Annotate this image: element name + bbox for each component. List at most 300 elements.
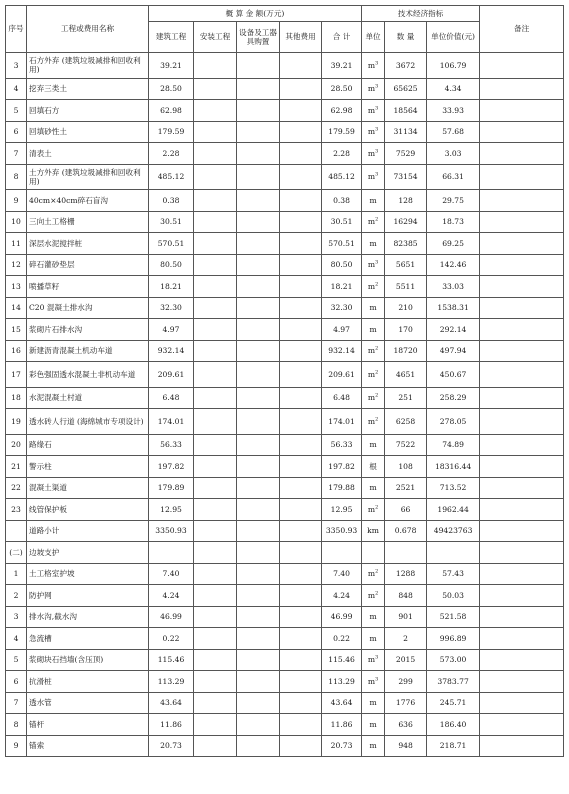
row-unit-price: 69.25: [427, 233, 480, 255]
row-unit-price: 66.31: [427, 164, 480, 190]
row-unit-price: 142.46: [427, 254, 480, 276]
row-remark: [480, 714, 564, 736]
row-qty: 73154: [385, 164, 427, 190]
unit-superscript: 3: [375, 676, 379, 683]
row-total: 0.38: [322, 190, 362, 212]
row-unit-price: 186.40: [427, 714, 480, 736]
header-unit: 单位: [362, 22, 385, 53]
row-equipment: [237, 254, 280, 276]
row-install: [194, 100, 237, 122]
row-other: [280, 387, 322, 409]
row-qty: 31134: [385, 121, 427, 143]
row-qty: 948: [385, 735, 427, 757]
header-total: 合 计: [322, 22, 362, 53]
row-equipment: [237, 319, 280, 341]
row-other: [280, 520, 322, 542]
row-install: [194, 362, 237, 388]
row-equipment: [237, 190, 280, 212]
row-unit: $m^2$: [362, 276, 385, 298]
row-seq: 21: [6, 456, 27, 478]
row-seq: 23: [6, 499, 27, 521]
row-other: [280, 319, 322, 341]
row-total: 80.50: [322, 254, 362, 276]
row-seq: 4: [6, 78, 27, 100]
row-unit: km: [362, 520, 385, 542]
row-unit-price: 3783.77: [427, 671, 480, 693]
row-unit-price: 713.52: [427, 477, 480, 499]
row-install: [194, 164, 237, 190]
row-install: [194, 563, 237, 585]
row-total: 4.97: [322, 319, 362, 341]
row-building: 179.59: [149, 121, 194, 143]
row-name: 碎石灌砂垫层: [27, 254, 149, 276]
row-install: [194, 649, 237, 671]
row-qty: 18564: [385, 100, 427, 122]
row-install: [194, 340, 237, 362]
row-install: [194, 211, 237, 233]
unit-superscript: 2: [375, 392, 379, 399]
row-name: 透水砖人行道 (海绵城市专项设计): [27, 409, 149, 435]
table-row: [6, 319, 564, 341]
row-total: 62.98: [322, 100, 362, 122]
row-equipment: [237, 585, 280, 607]
row-seq: 1: [6, 563, 27, 585]
row-remark: [480, 520, 564, 542]
row-name: 新建沥青混凝土机动车道: [27, 340, 149, 362]
row-other: [280, 254, 322, 276]
row-other: [280, 542, 322, 564]
row-other: [280, 53, 322, 79]
table-row: [6, 78, 564, 100]
row-total: 932.14: [322, 340, 362, 362]
row-total: 2.28: [322, 143, 362, 165]
row-install: [194, 121, 237, 143]
row-qty: 5651: [385, 254, 427, 276]
row-equipment: [237, 735, 280, 757]
row-building: 7.40: [149, 563, 194, 585]
row-equipment: [237, 233, 280, 255]
row-remark: [480, 297, 564, 319]
table-row: [6, 297, 564, 319]
row-unit: m: [362, 434, 385, 456]
row-building: [149, 542, 194, 564]
row-other: [280, 649, 322, 671]
row-remark: [480, 164, 564, 190]
row-remark: [480, 190, 564, 212]
row-seq: (二): [6, 542, 27, 564]
row-unit-price: 57.43: [427, 563, 480, 585]
table-row: [6, 606, 564, 628]
row-name: 混凝土渠道: [27, 477, 149, 499]
row-total: 4.24: [322, 585, 362, 607]
row-equipment: [237, 211, 280, 233]
row-install: [194, 520, 237, 542]
header-equipment: 设备及工器具购置: [237, 22, 280, 53]
row-building: 932.14: [149, 340, 194, 362]
row-other: [280, 671, 322, 693]
row-remark: [480, 499, 564, 521]
row-qty: 299: [385, 671, 427, 693]
row-qty: 170: [385, 319, 427, 341]
row-seq: 18: [6, 387, 27, 409]
row-seq: 11: [6, 233, 27, 255]
header-seq: 序号: [6, 6, 27, 53]
row-unit-price: 521.58: [427, 606, 480, 628]
row-building: 20.73: [149, 735, 194, 757]
unit-superscript: 3: [375, 259, 379, 266]
row-building: 113.29: [149, 671, 194, 693]
header-unit-price: 单位价值(元): [427, 22, 480, 53]
row-qty: 636: [385, 714, 427, 736]
row-name: 浆砌块石挡墙(含压顶): [27, 649, 149, 671]
row-equipment: [237, 340, 280, 362]
row-other: [280, 477, 322, 499]
row-unit: $m^3$: [362, 143, 385, 165]
row-qty: 1776: [385, 692, 427, 714]
row-qty: 3672: [385, 53, 427, 79]
table-row: [6, 100, 564, 122]
unit-superscript: 3: [375, 171, 379, 178]
row-install: [194, 409, 237, 435]
row-other: [280, 714, 322, 736]
table-row: [6, 233, 564, 255]
row-other: [280, 121, 322, 143]
header-budget-group: 概 算 金 额(万元): [149, 6, 362, 22]
row-name: 石方外弃 (建筑垃圾减排和回收利用): [27, 53, 149, 79]
row-qty: 82385: [385, 233, 427, 255]
row-other: [280, 409, 322, 435]
row-unit: $m^3$: [362, 254, 385, 276]
row-equipment: [237, 362, 280, 388]
unit-superscript: 2: [375, 216, 379, 223]
row-equipment: [237, 387, 280, 409]
row-unit: m: [362, 190, 385, 212]
row-total: 56.33: [322, 434, 362, 456]
row-install: [194, 585, 237, 607]
row-install: [194, 499, 237, 521]
row-unit: m: [362, 297, 385, 319]
header-name: 工程或费用名称: [27, 6, 149, 53]
table-row: [6, 53, 564, 79]
row-unit-price: 245.71: [427, 692, 480, 714]
row-unit-price: 33.93: [427, 100, 480, 122]
row-name: 40cm×40cm碎石盲沟: [27, 190, 149, 212]
row-name: 道路小计: [27, 520, 149, 542]
row-name: C20 混凝土排水沟: [27, 297, 149, 319]
row-remark: [480, 735, 564, 757]
row-total: 32.30: [322, 297, 362, 319]
row-remark: [480, 362, 564, 388]
row-remark: [480, 100, 564, 122]
row-seq: 7: [6, 143, 27, 165]
row-other: [280, 456, 322, 478]
row-name: 深层水泥搅拌桩: [27, 233, 149, 255]
row-equipment: [237, 78, 280, 100]
row-unit: m: [362, 606, 385, 628]
row-equipment: [237, 499, 280, 521]
row-seq: 16: [6, 340, 27, 362]
table-row: [6, 585, 564, 607]
table-row: [6, 671, 564, 693]
row-seq: 8: [6, 164, 27, 190]
unit-superscript: 2: [375, 369, 379, 376]
header-qty: 数 量: [385, 22, 427, 53]
row-total: 6.48: [322, 387, 362, 409]
row-seq: 3: [6, 606, 27, 628]
row-other: [280, 434, 322, 456]
row-remark: [480, 78, 564, 100]
row-total: 197.82: [322, 456, 362, 478]
row-unit: $m^3$: [362, 671, 385, 693]
table-row: [6, 211, 564, 233]
row-name: 彩色强固透水混凝土非机动车道: [27, 362, 149, 388]
row-name: 排水沟,截水沟: [27, 606, 149, 628]
row-building: 209.61: [149, 362, 194, 388]
row-seq: 5: [6, 100, 27, 122]
row-qty: 1288: [385, 563, 427, 585]
row-building: 2.28: [149, 143, 194, 165]
row-install: [194, 456, 237, 478]
row-building: 43.64: [149, 692, 194, 714]
row-seq: 3: [6, 53, 27, 79]
row-install: [194, 714, 237, 736]
row-equipment: [237, 121, 280, 143]
row-equipment: [237, 100, 280, 122]
row-remark: [480, 606, 564, 628]
row-building: 30.51: [149, 211, 194, 233]
row-unit-price: 49423763: [427, 520, 480, 542]
row-other: [280, 499, 322, 521]
row-building: 11.86: [149, 714, 194, 736]
row-total: 179.59: [322, 121, 362, 143]
row-building: 32.30: [149, 297, 194, 319]
row-unit: m: [362, 714, 385, 736]
row-remark: [480, 628, 564, 650]
row-install: [194, 78, 237, 100]
unit-superscript: 3: [375, 60, 379, 67]
table-row: [6, 520, 564, 542]
row-qty: 6258: [385, 409, 427, 435]
row-total: 0.22: [322, 628, 362, 650]
row-unit-price: 1538.31: [427, 297, 480, 319]
row-other: [280, 211, 322, 233]
row-remark: [480, 649, 564, 671]
row-unit-price: 573.00: [427, 649, 480, 671]
row-name: 路缘石: [27, 434, 149, 456]
unit-superscript: 2: [375, 416, 379, 423]
row-total: 12.95: [322, 499, 362, 521]
row-seq: 9: [6, 190, 27, 212]
row-seq: 7: [6, 692, 27, 714]
row-install: [194, 606, 237, 628]
row-seq: 12: [6, 254, 27, 276]
row-total: 570.51: [322, 233, 362, 255]
row-unit: $m^3$: [362, 649, 385, 671]
row-equipment: [237, 606, 280, 628]
row-building: 174.01: [149, 409, 194, 435]
row-unit-price: 497.94: [427, 340, 480, 362]
row-unit-price: 106.79: [427, 53, 480, 79]
row-building: 197.82: [149, 456, 194, 478]
table-row: [6, 628, 564, 650]
row-equipment: [237, 649, 280, 671]
unit-superscript: 2: [375, 281, 379, 288]
row-equipment: [237, 143, 280, 165]
table-row: [6, 254, 564, 276]
row-name: 线管保护板: [27, 499, 149, 521]
table-row: [6, 563, 564, 585]
row-unit: m: [362, 628, 385, 650]
row-name: 锚索: [27, 735, 149, 757]
row-install: [194, 387, 237, 409]
row-qty: 65625: [385, 78, 427, 100]
row-name: 回填石方: [27, 100, 149, 122]
row-unit: $m^2$: [362, 211, 385, 233]
row-unit: m: [362, 692, 385, 714]
row-install: [194, 233, 237, 255]
row-building: 62.98: [149, 100, 194, 122]
row-name: 清表土: [27, 143, 149, 165]
row-qty: 108: [385, 456, 427, 478]
row-building: 4.24: [149, 585, 194, 607]
row-equipment: [237, 409, 280, 435]
unit-superscript: 3: [375, 126, 379, 133]
row-building: 80.50: [149, 254, 194, 276]
row-qty: 210: [385, 297, 427, 319]
row-other: [280, 276, 322, 298]
row-unit-price: 996.89: [427, 628, 480, 650]
row-unit: [362, 542, 385, 564]
header-building: 建筑工程: [149, 22, 194, 53]
row-remark: [480, 319, 564, 341]
row-unit: $m^3$: [362, 78, 385, 100]
row-total: 11.86: [322, 714, 362, 736]
row-unit: $m^2$: [362, 387, 385, 409]
row-total: 20.73: [322, 735, 362, 757]
budget-estimate-table: [5, 5, 564, 757]
row-unit: $m^2$: [362, 409, 385, 435]
row-unit-price: 4.34: [427, 78, 480, 100]
row-other: [280, 735, 322, 757]
row-other: [280, 233, 322, 255]
row-unit-price: 33.03: [427, 276, 480, 298]
table-row: [6, 164, 564, 190]
row-building: 4.97: [149, 319, 194, 341]
row-equipment: [237, 434, 280, 456]
row-unit-price: 218.71: [427, 735, 480, 757]
table-row: [6, 143, 564, 165]
row-remark: [480, 477, 564, 499]
row-total: 30.51: [322, 211, 362, 233]
row-unit: $m^2$: [362, 585, 385, 607]
row-qty: 18720: [385, 340, 427, 362]
row-unit-price: 278.05: [427, 409, 480, 435]
row-qty: 7522: [385, 434, 427, 456]
table-row: [6, 121, 564, 143]
row-remark: [480, 434, 564, 456]
row-qty: 7529: [385, 143, 427, 165]
row-unit-price: 74.89: [427, 434, 480, 456]
row-unit: m: [362, 319, 385, 341]
row-unit: $m^2$: [362, 340, 385, 362]
row-other: [280, 190, 322, 212]
unit-superscript: 3: [375, 83, 379, 90]
row-seq: 6: [6, 121, 27, 143]
row-building: 12.95: [149, 499, 194, 521]
row-unit: $m^2$: [362, 499, 385, 521]
row-equipment: [237, 297, 280, 319]
row-building: 485.12: [149, 164, 194, 190]
row-unit-price: [427, 542, 480, 564]
row-other: [280, 164, 322, 190]
row-install: [194, 735, 237, 757]
row-building: 39.21: [149, 53, 194, 79]
row-install: [194, 628, 237, 650]
row-unit-price: 3.03: [427, 143, 480, 165]
row-building: 115.46: [149, 649, 194, 671]
row-name: 土工格室护坡: [27, 563, 149, 585]
row-total: 179.88: [322, 477, 362, 499]
row-install: [194, 254, 237, 276]
table-row: [6, 499, 564, 521]
unit-superscript: 3: [375, 105, 379, 112]
table-row: [6, 434, 564, 456]
row-qty: 2015: [385, 649, 427, 671]
row-other: [280, 78, 322, 100]
row-equipment: [237, 671, 280, 693]
row-qty: 848: [385, 585, 427, 607]
row-building: 56.33: [149, 434, 194, 456]
row-remark: [480, 340, 564, 362]
row-unit: $m^2$: [362, 362, 385, 388]
row-unit: $m^2$: [362, 563, 385, 585]
row-other: [280, 297, 322, 319]
row-total: 115.46: [322, 649, 362, 671]
row-unit: m: [362, 735, 385, 757]
row-equipment: [237, 53, 280, 79]
header-install: 安装工程: [194, 22, 237, 53]
table-row: [6, 649, 564, 671]
row-qty: 5511: [385, 276, 427, 298]
row-building: 28.50: [149, 78, 194, 100]
table-row: [6, 456, 564, 478]
row-unit-price: 57.68: [427, 121, 480, 143]
row-remark: [480, 563, 564, 585]
row-unit: 根: [362, 456, 385, 478]
row-unit-price: 29.75: [427, 190, 480, 212]
row-name: 防护网: [27, 585, 149, 607]
row-remark: [480, 585, 564, 607]
row-total: 209.61: [322, 362, 362, 388]
row-name: 挖弃三类土: [27, 78, 149, 100]
row-qty: 2: [385, 628, 427, 650]
row-building: 6.48: [149, 387, 194, 409]
row-seq: 22: [6, 477, 27, 499]
row-other: [280, 362, 322, 388]
table-row: [6, 692, 564, 714]
row-qty: 251: [385, 387, 427, 409]
table-body: [6, 53, 564, 757]
row-total: 46.99: [322, 606, 362, 628]
row-install: [194, 143, 237, 165]
row-unit-price: 18316.44: [427, 456, 480, 478]
row-unit-price: 1962.44: [427, 499, 480, 521]
row-total: [322, 542, 362, 564]
row-name: 三向土工格栅: [27, 211, 149, 233]
row-install: [194, 297, 237, 319]
row-unit-price: 292.14: [427, 319, 480, 341]
header-tech-group: 技术经济指标: [362, 6, 480, 22]
